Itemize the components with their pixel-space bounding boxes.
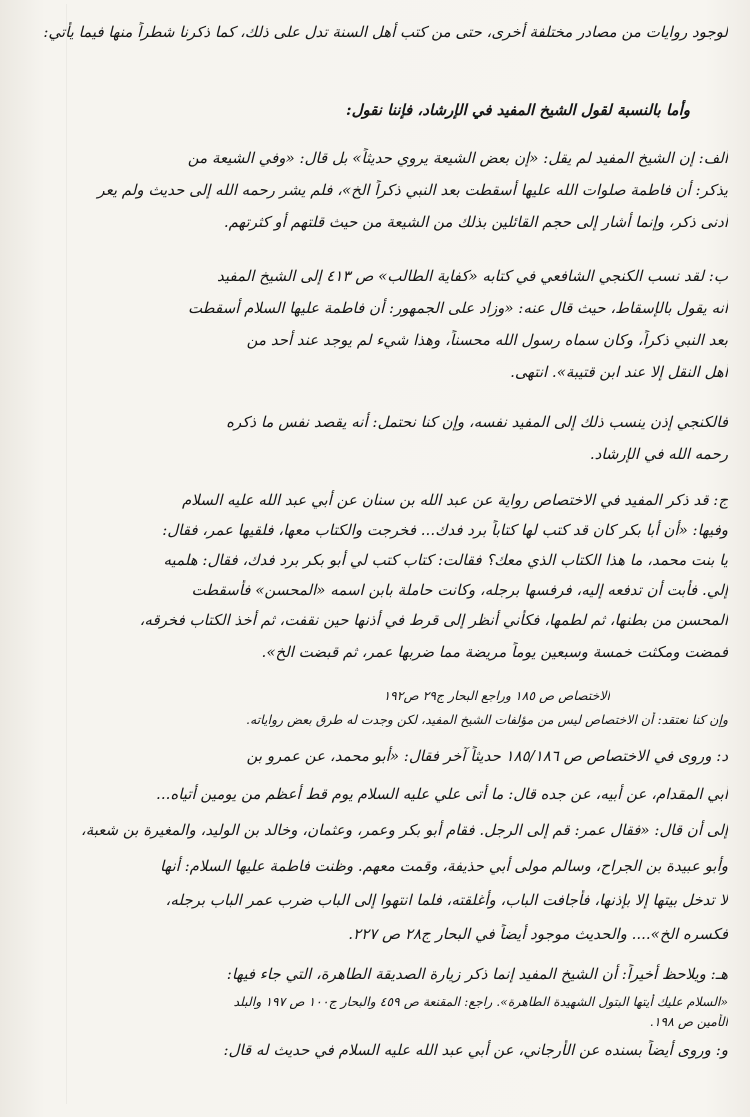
paragraph-dal-line: وأبو عبيدة بن الجراح، وسالم مولى أبي حذيفة، وقمت معهم. وظنت فاطمة عليها السلام: أنها [160,857,728,875]
reference-note: الاختصاص ص ١٨٥ وراجع البحار ج٢٩ ص١٩٢ [383,688,610,703]
text-line: لوجود روايات من مصادر مختلفة أخرى، حتى من كتب أهل السنة تدل على ذلك، كما ذكرنا شطراً منها فيما يأتي: [43,23,728,41]
paragraph-jim-line: يا بنت محمد، ما هذا الكتاب الذي معك؟ فقالت: كتاب كتب لي أبو بكر برد فدك، فقال: هلميه [163,551,728,569]
paragraph-jim-line: ج: قد ذكر المفيد في الاختصاص رواية عن عبد الله بن سنان عن أبي عبد الله عليه السلام [182,491,728,509]
paragraph-jim-line: وفيها: «أن أبا بكر كان قد كتب لها كتاباً برد فدك... فخرجت والكتاب معها، فلقيها عمر، فقال: [162,521,728,539]
paragraph-ba-line: أهل النقل إلا عند ابن قتيبة». انتهى. [510,363,728,381]
paragraph-jim-line: إلي. فأبت أن تدفعه إليه، فرفسها برجله، وكانت حاملة بابن اسمه «المحسن» فأسقطت [191,581,728,599]
paragraph-ba-line: أنه يقول بالإسقاط، حيث قال عنه: «وزاد على الجمهور: أن فاطمة عليها السلام أسقطت [187,299,728,317]
reference-note: وإن كنا نعتقد: أن الاختصاص ليس من مؤلفات الشيخ المفيد، لكن وجدت له طرق بعض رواياته. [246,712,728,727]
section-heading: وأما بالنسبة لقول الشيخ المفيد في الإرشاد، فإننا نقول: [346,101,690,119]
paragraph-jim-line: المحسن من بطنها، ثم لطمها، فكأني أنظر إلى قرط في أذنها حين نقفت، ثم أخذ الكتاب فخرقه، [139,611,728,629]
paragraph-dal-line: د: وروى في الاختصاص ص ١٨٥/١٨٦ حديثاً آخر فقال: «أبو محمد، عن عمرو بن [246,747,728,765]
paragraph-alef-line: يذكر: أن فاطمة صلوات الله عليها أسقطت بعد النبي ذكراً الخ»، فلم يشر رحمه الله إلى حديث ولم يعر [97,181,728,199]
paragraph-ba-line: ب: لقد نسب الكنجي الشافعي في كتابه «كفاية الطالب» ص ٤١٣ إلى الشيخ المفيد [216,267,728,285]
paragraph-ba-line: بعد النبي ذكراً، وكان سماه رسول الله محسناً، وهذا شيء لم يوجد عند أحد من [246,331,728,349]
paragraph-waw-line: و: وروى أيضاً بسنده عن الأرجاني، عن أبي عبد الله عليه السلام في حديث له قال: [223,1041,728,1059]
paragraph-dal-line: لا تدخل بيتها إلا بإذنها، فأجافت الباب، وأغلقته، فلما انتهوا إلى الباب ضرب عمر الباب برجله، [165,891,728,909]
paragraph-dal-line: أبي المقدام، عن أبيه، عن جده قال: ما أتى علي عليه السلام يوم قط أعظم من يومين أتياه... [156,785,728,803]
paragraph-dal-line: فكسره الخ».... والحديث موجود أيضاً في البحار ج٢٨ ص ٢٢٧. [348,925,728,943]
paragraph-ha-line: هـ: ويلاحظ أخيراً: أن الشيخ المفيد إنما ذكر زيارة الصديقة الطاهرة، التي جاء فيها: [226,965,728,983]
paragraph-ha-line: الأمين ص ١٩٨. [649,1014,728,1029]
paragraph-ba-line: رحمه الله في الإرشاد. [589,445,728,463]
paragraph-alef-line: أدنى ذكر، وإنما أشار إلى حجم القائلين بذلك من الشيعة من حيث قلتهم أو كثرتهم. [223,213,728,231]
paragraph-dal-line: إلى أن قال: «فقال عمر: قم إلى الرجل. فقام أبو بكر وعمر، وعثمان، وخالد بن الوليد، والمغيرة بن شعبة، [80,821,728,839]
paragraph-jim-line: فمضت ومكثت خمسة وسبعين يوماً مريضة مما ضربها عمر، ثم قبضت الخ». [261,643,728,661]
paragraph-ba-line: فالكنجي إذن ينسب ذلك إلى المفيد نفسه، وإن كنا نحتمل: أنه يقصد نفس ما ذكره [226,413,728,431]
paragraph-alef-line: ألف: إن الشيخ المفيد لم يقل: «إن بعض الشيعة يروي حديثاً» بل قال: «وفي الشيعة من [187,149,728,167]
paragraph-ha-line: «السلام عليك أيتها البتول الشهيدة الطاهرة». راجع: المقنعة ص ٤٥٩ والبحار ج١٠٠ ص ١٩٧ والبلد [233,994,728,1009]
